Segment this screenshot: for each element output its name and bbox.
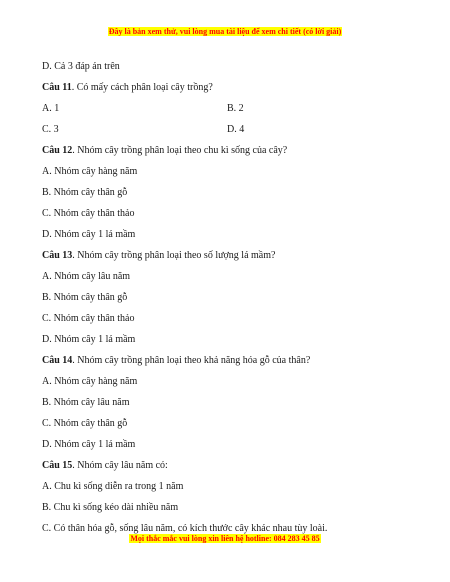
footer-notice <box>0 533 450 544</box>
prev-option-d: D. Cả 3 đáp án trên <box>42 61 120 72</box>
question-14-label: Câu 14 <box>42 355 73 366</box>
question-14-text: . Nhóm cây trồng phân loại theo khả năng hóa gỗ của thân? <box>72 355 311 366</box>
question-15 <box>42 455 412 476</box>
question-11-label: Câu 11 <box>42 82 72 93</box>
q15-option-c: C. Có thân hóa gỗ, sống lâu năm, có kích thước cây khác nhau tùy loài. <box>42 523 328 534</box>
q14-option-b: B. Nhóm cây lâu năm <box>42 397 130 408</box>
q14-option-c: C. Nhóm cây thân gỗ <box>42 418 128 429</box>
question-12 <box>42 140 412 161</box>
q13-option-b: B. Nhóm cây thân gỗ <box>42 292 128 303</box>
question-14 <box>42 350 412 371</box>
question-15-label: Câu 15 <box>42 460 73 471</box>
q11-option-b: B. 2 <box>227 103 244 114</box>
footer-notice-text: Mọi thắc mắc vui lòng xin liên hệ hotline: 084 283 45 85 <box>130 534 320 543</box>
question-12-label: Câu 12 <box>42 145 73 156</box>
q13-option-d: D. Nhóm cây 1 lá mầm <box>42 334 136 345</box>
q11-option-a: A. 1 <box>42 103 60 114</box>
header-notice <box>0 26 450 37</box>
q11-option-c: C. 3 <box>42 124 59 135</box>
q12-option-d: D. Nhóm cây 1 lá mầm <box>42 229 136 240</box>
document-body <box>42 56 412 539</box>
question-11-text: . Có mấy cách phân loại cây trồng? <box>71 82 213 93</box>
question-12-text: . Nhóm cây trồng phân loại theo chu kì sống của cây? <box>72 145 288 156</box>
question-15-text: . Nhóm cây lâu năm có: <box>72 460 168 471</box>
question-13-text: . Nhóm cây trồng phân loại theo số lượng lá mầm? <box>72 250 276 261</box>
q14-option-d: D. Nhóm cây 1 lá mầm <box>42 439 136 450</box>
question-13 <box>42 245 412 266</box>
question-11-options-row-2 <box>42 119 412 140</box>
header-notice-text: Đây là bản xem thử, vui lòng mua tài liệu để xem chi tiết (có lời giải) <box>108 27 342 36</box>
q15-option-b: B. Chu kì sống kéo dài nhiều năm <box>42 502 179 513</box>
q13-option-a: A. Nhóm cây lâu năm <box>42 271 131 282</box>
q14-option-a: A. Nhóm cây hàng năm <box>42 376 138 387</box>
question-13-label: Câu 13 <box>42 250 73 261</box>
question-11 <box>42 77 412 98</box>
q12-option-a: A. Nhóm cây hàng năm <box>42 166 138 177</box>
q15-option-a: A. Chu kì sống diễn ra trong 1 năm <box>42 481 184 492</box>
question-11-options-row-1 <box>42 98 412 119</box>
q11-option-d: D. 4 <box>227 124 245 135</box>
q12-option-b: B. Nhóm cây thân gỗ <box>42 187 128 198</box>
q12-option-c: C. Nhóm cây thân thảo <box>42 208 135 219</box>
q13-option-c: C. Nhóm cây thân thảo <box>42 313 135 324</box>
